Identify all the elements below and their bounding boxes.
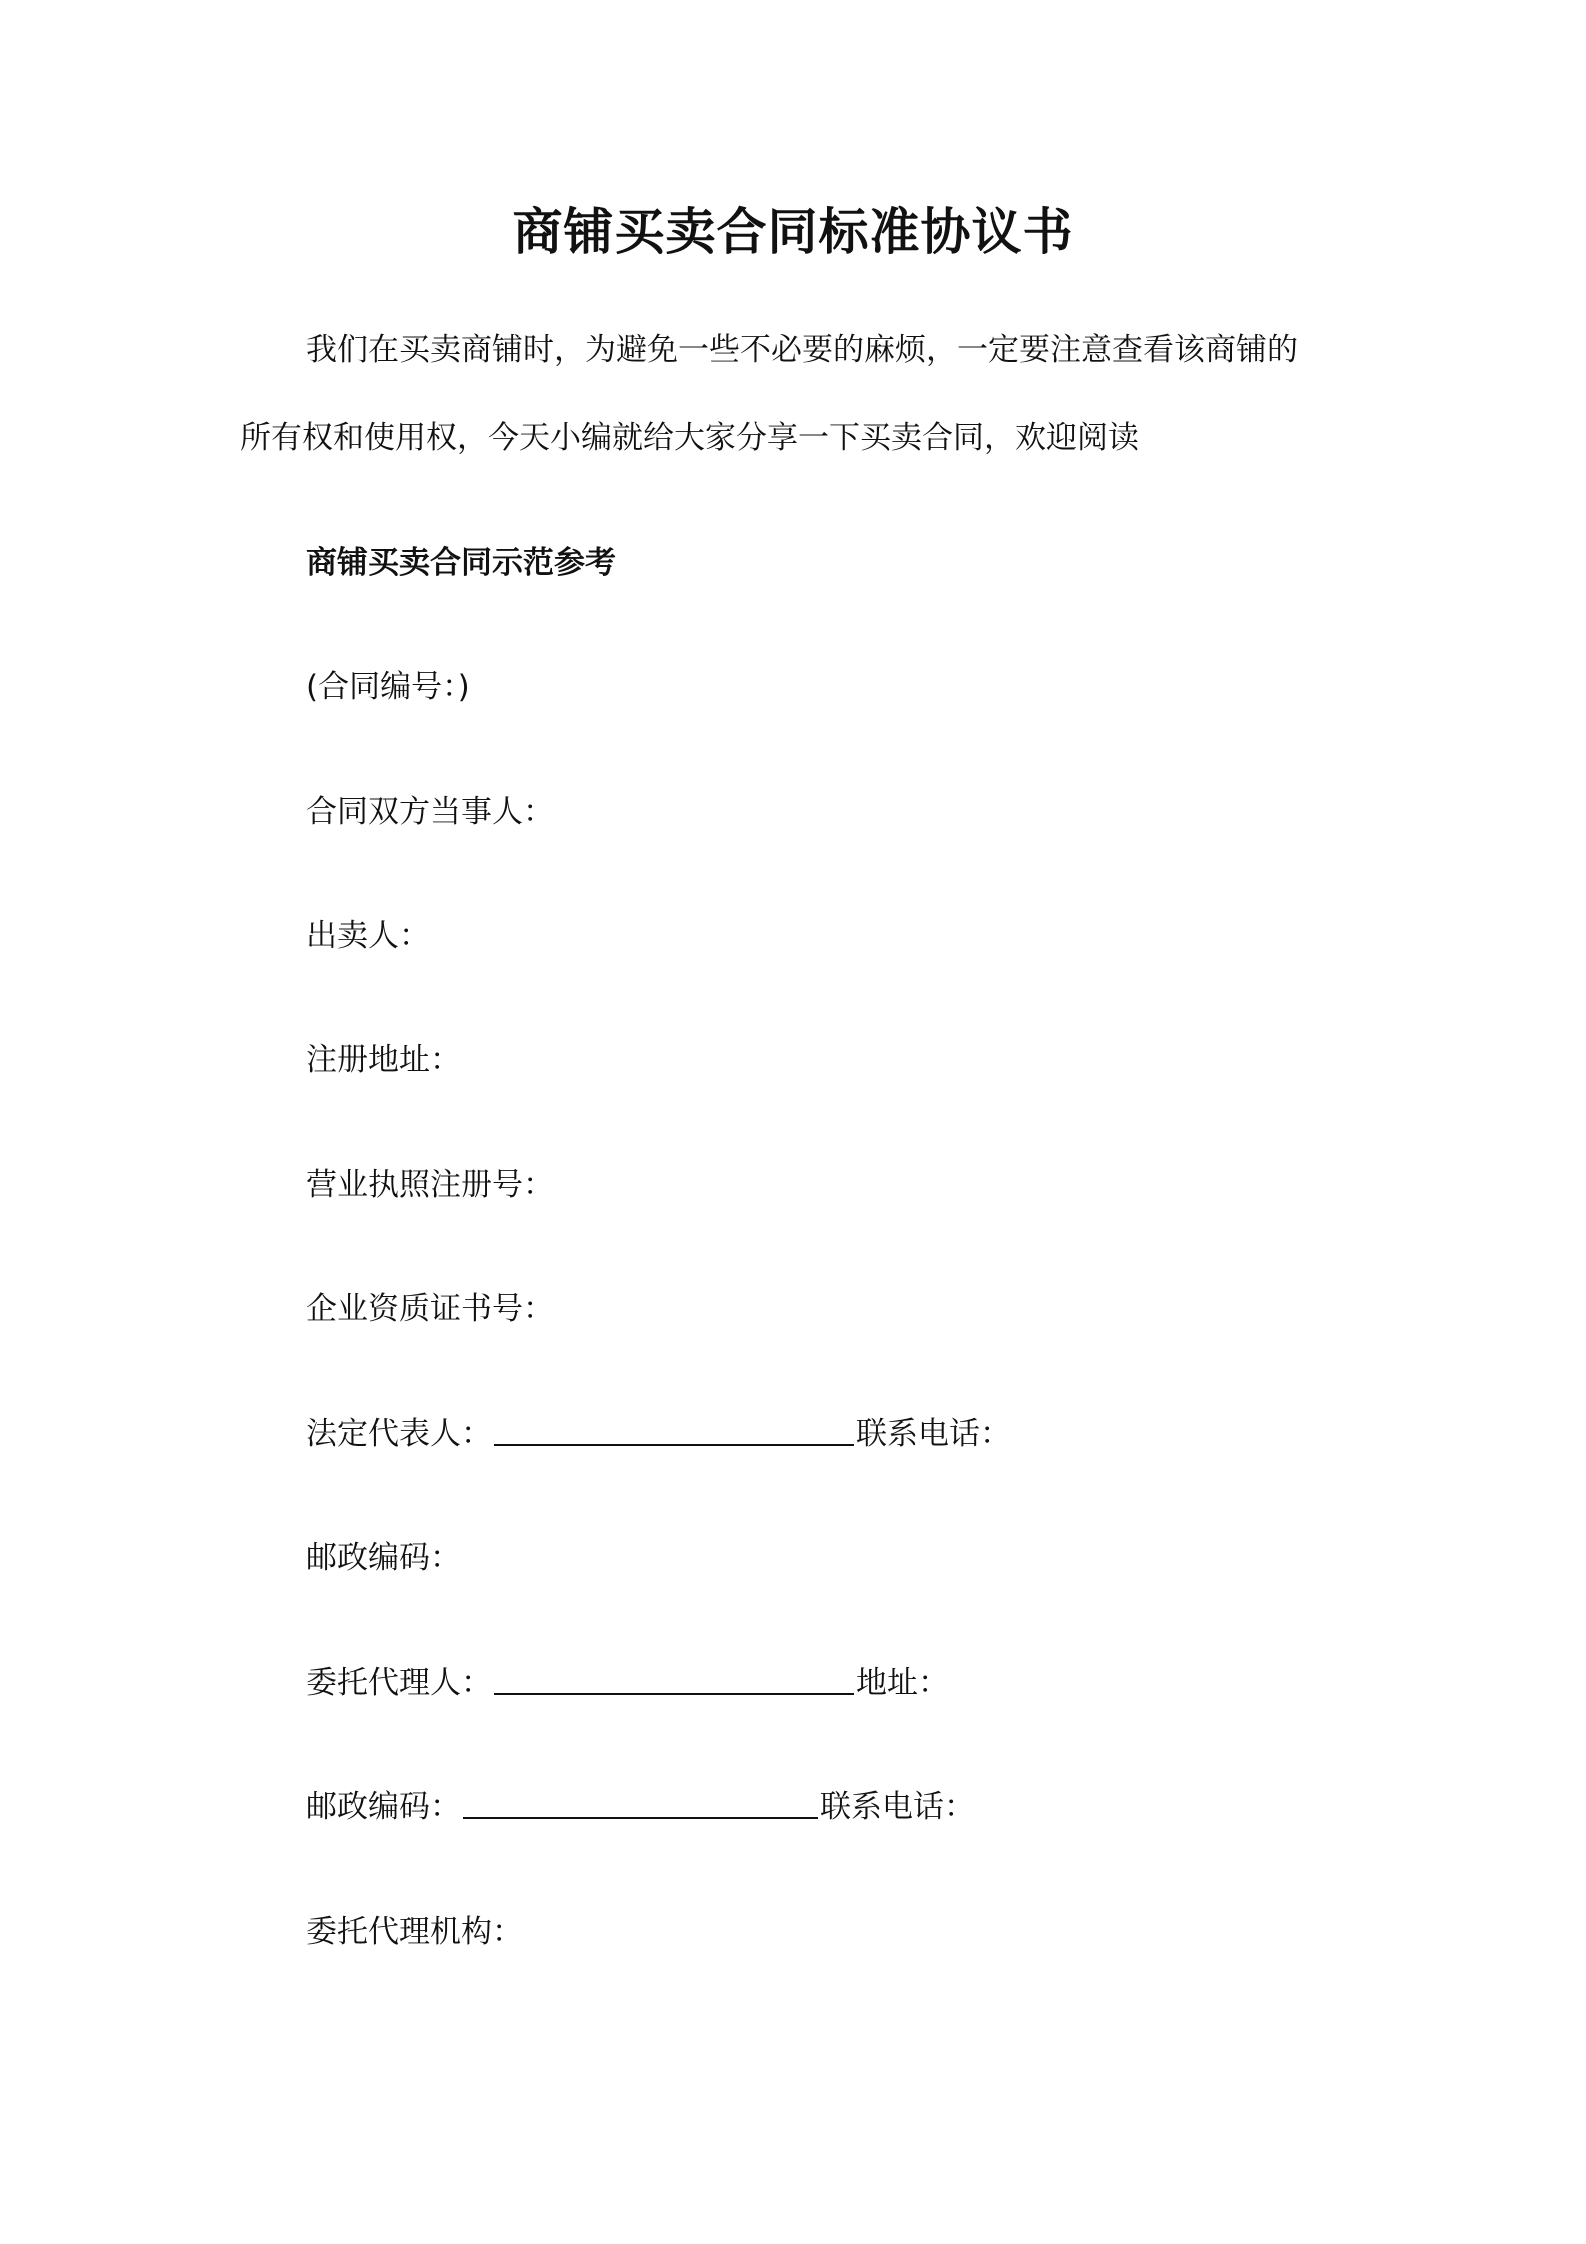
legal-representative-row (306, 1414, 1011, 1454)
postal-code-phone-label: 联系电话： (820, 1789, 975, 1825)
intro-paragraph-line-2: 所有权和使用权，今天小编就给大家分享一下买卖合同，欢迎阅读 (240, 420, 1139, 456)
agency-field: 委托代理机构： (306, 1914, 523, 1950)
business-license-field: 营业执照注册号： (306, 1167, 554, 1203)
contract-number-field: (合同编号：) (306, 669, 470, 705)
registered-address-field: 注册地址： (306, 1042, 461, 1078)
agent-blank-line (494, 1693, 854, 1695)
seller-field: 出卖人： (306, 918, 430, 954)
legal-representative-phone-label: 联系电话： (856, 1416, 1011, 1452)
agent-label: 委托代理人： (306, 1665, 492, 1701)
agent-address-label: 地址： (856, 1665, 949, 1701)
agent-row (306, 1663, 949, 1703)
contract-parties-field: 合同双方当事人： (306, 794, 554, 830)
postal-code-field-1: 邮政编码： (306, 1540, 461, 1576)
postal-code-row-2 (306, 1787, 975, 1827)
intro-paragraph-line-1: 我们在买卖商铺时，为避免一些不必要的麻烦，一定要注意查看该商铺的 (306, 332, 1298, 368)
document-title: 商铺买卖合同标准协议书 (512, 203, 1074, 261)
section-heading: 商铺买卖合同示范参考 (306, 545, 616, 581)
qualification-cert-field: 企业资质证书号： (306, 1291, 554, 1327)
postal-code-label-2: 邮政编码： (306, 1789, 461, 1825)
legal-representative-blank-line (494, 1444, 854, 1446)
legal-representative-label: 法定代表人： (306, 1416, 492, 1452)
postal-code-blank-line (463, 1817, 818, 1819)
